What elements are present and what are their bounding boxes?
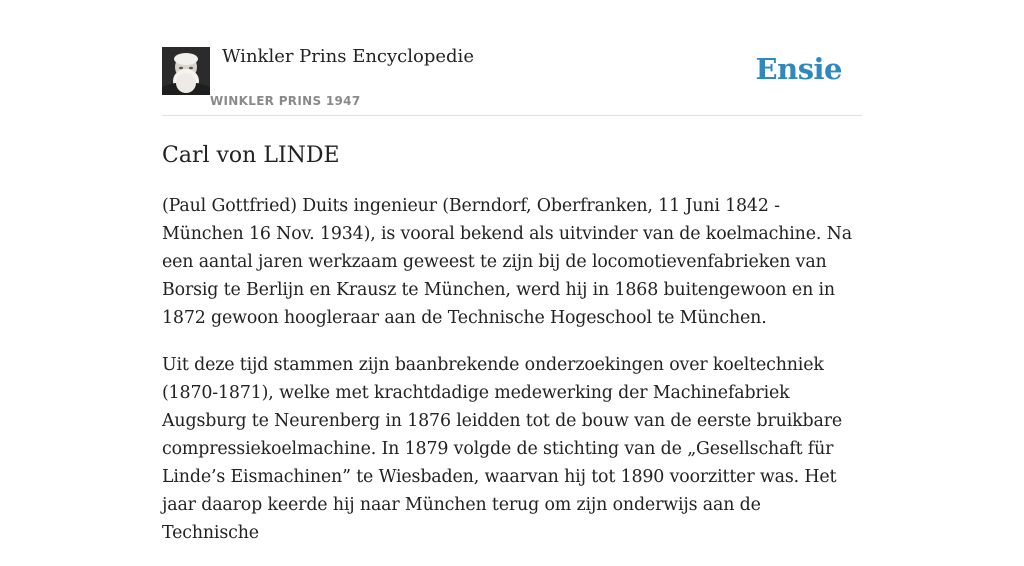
article-body [162, 192, 862, 547]
source-subtitle[interactable]: WINKLER PRINS 1947 [210, 94, 361, 108]
article-paragraph: (Paul Gottfried) Duits ingenieur (Berndorf, Oberfranken, 11 Juni 1842 - München 16 Nov. 1934), is vooral bekend als uitvinder van de koelmachine. Na een aantal jaren werkzaam geweest te zijn bij de locomotievenfabrieken van Borsig te Berlijn en Krausz te München, werd hij in 1868 buitengewoon en in 1872 gewoon hoogleraar aan de Technische Hogeschool te München. [162, 196, 852, 328]
source-header [162, 0, 862, 116]
article-title: Carl von LINDE [162, 143, 340, 168]
portrait-avatar-icon [162, 47, 210, 95]
article-paragraph: Uit deze tijd stammen zijn baanbrekende onderzoekingen over koeltechniek (1870-1871), welke met krachtdadige medewerking der Machinefabriek Augsburg te Neurenberg in 1876 leidden tot de bouw van de eerste bruikbare compressiekoelmachine. In 1879 volgde de stichting van de „Gesellschaft für Linde’s Eismachinen” te Wiesbaden, waarvan hij tot 1890 voorzitter was. Het jaar daarop keerde hij naar München terug om zijn onderwijs aan de Technische [162, 355, 843, 543]
source-title[interactable]: Winkler Prins Encyclopedie [222, 46, 474, 67]
avatar[interactable] [162, 47, 210, 95]
content-container [162, 0, 862, 566]
brand-logo[interactable]: Ensie [755, 52, 842, 86]
